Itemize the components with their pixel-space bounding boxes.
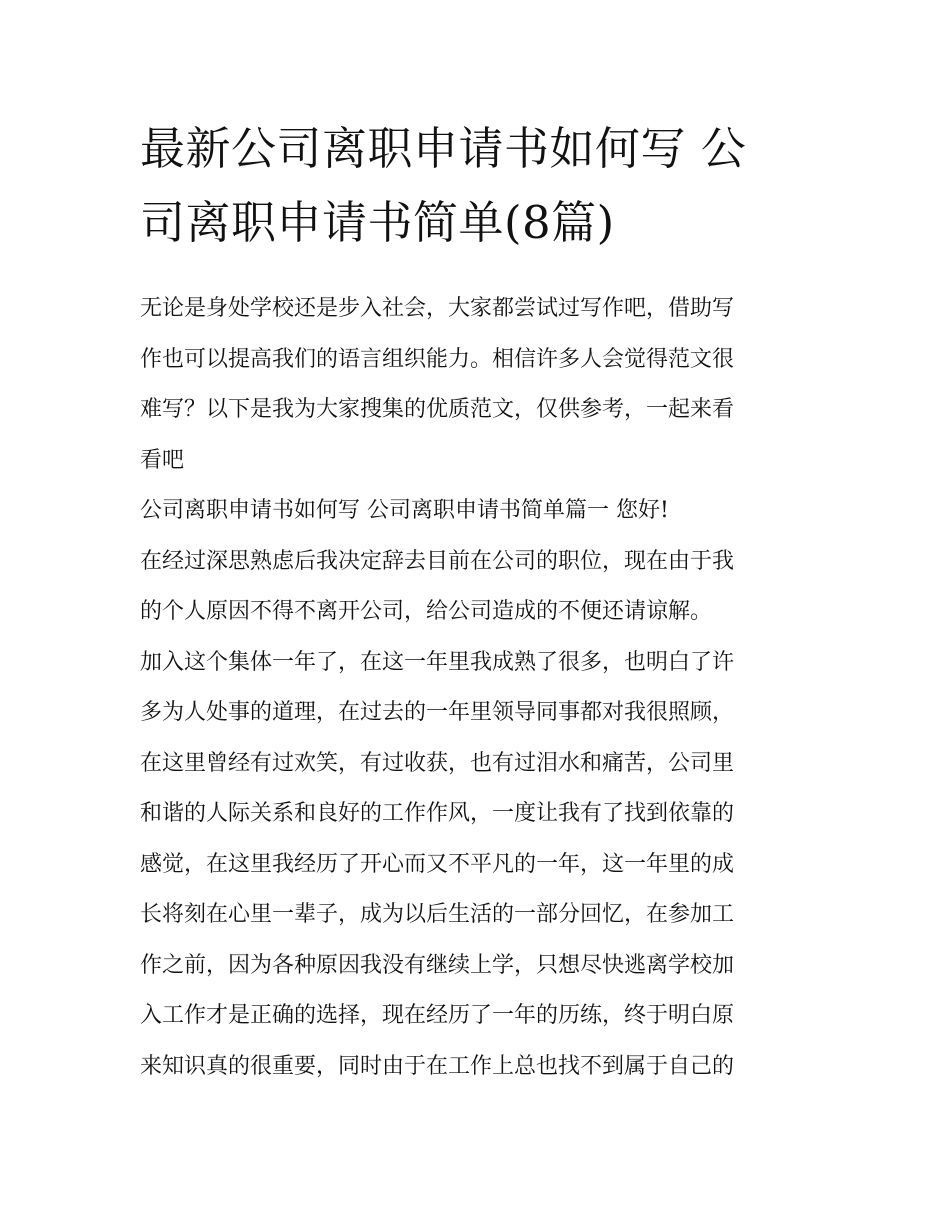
paragraph-line: 在经过深思熟虑后我决定辞去目前在公司的职位，现在由于我 bbox=[140, 548, 735, 574]
title-line-1: 最新公司离职申请书如何写 公 bbox=[140, 122, 747, 175]
section-heading-line: 公司离职申请书如何写 公司离职申请书简单篇一 您好! bbox=[140, 498, 669, 523]
paragraph-line: 的个人原因不得不离开公司，给公司造成的不便还请谅解。 bbox=[140, 599, 713, 624]
paragraph-line: 难写？以下是我为大家搜集的优质范文，仅供参考，一起来看 bbox=[140, 397, 735, 422]
paragraph-line: 作之前，因为各种原因我没有继续上学，只想尽快逃离学校加 bbox=[140, 952, 735, 978]
paragraph-line: 和谐的人际关系和良好的工作作风，一度让我有了找到依靠的 bbox=[140, 801, 735, 826]
paragraph-line: 来知识真的很重要，同时由于在工作上总也找不到属于自己的 bbox=[140, 1053, 735, 1079]
paragraph-line: 作也可以提高我们的语言组织能力。相信许多人会觉得范文很 bbox=[140, 346, 735, 372]
paragraph-line: 感觉，在这里我经历了开心而又不平凡的一年，这一年里的成 bbox=[140, 851, 735, 877]
body-text bbox=[140, 284, 830, 1092]
title-line-2: 司离职申请书简单(8篇) bbox=[140, 196, 615, 249]
paragraph-line: 无论是身处学校还是步入社会，大家都尝试过写作吧，借助写 bbox=[140, 296, 735, 321]
paragraph-line: 看吧 bbox=[140, 447, 185, 473]
page-title bbox=[140, 112, 830, 260]
paragraph-line: 在这里曾经有过欢笑，有过收获，也有过泪水和痛苦，公司里 bbox=[140, 750, 735, 776]
paragraph-line: 加入这个集体一年了，在这一年里我成熟了很多，也明白了许 bbox=[140, 649, 735, 675]
paragraph-line: 长将刻在心里一辈子，成为以后生活的一部分回忆，在参加工 bbox=[140, 902, 735, 927]
paragraph-line: 入工作才是正确的选择，现在经历了一年的历练，终于明白原 bbox=[140, 1003, 735, 1028]
paragraph-line: 多为人处事的道理，在过去的一年里领导同事都对我很照顾， bbox=[140, 700, 735, 725]
